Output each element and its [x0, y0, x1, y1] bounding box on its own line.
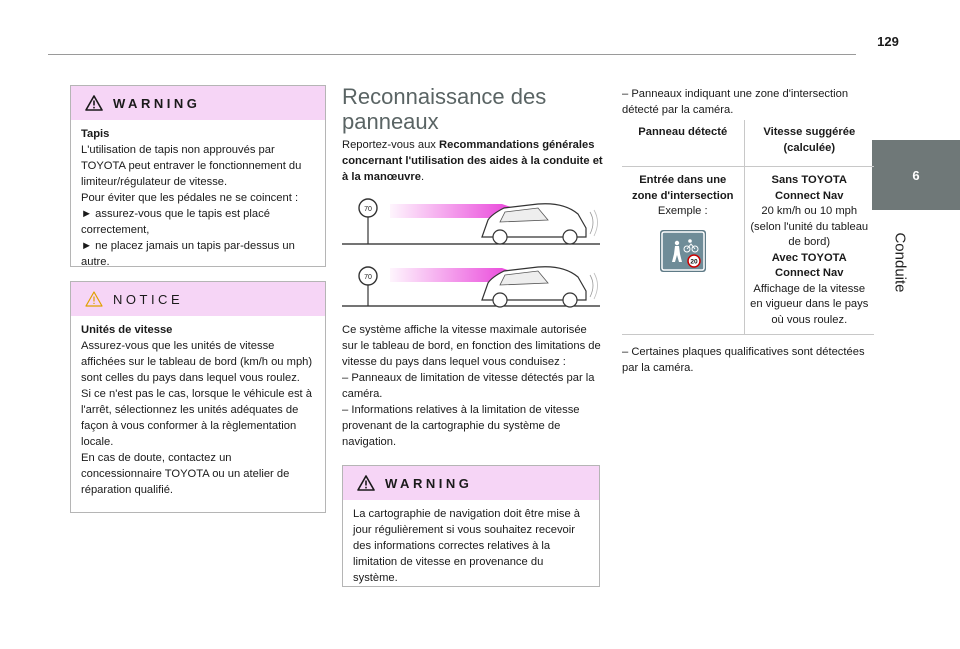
notice-heading: Unités de vitesse	[81, 324, 173, 336]
table-cell-suggested-speed	[744, 167, 874, 335]
notice-triangle-icon	[85, 291, 103, 307]
page-number: 129	[877, 34, 899, 49]
plates-note-text: – Certaines plaques qualificatives sont détectées par la caméra.	[622, 346, 865, 374]
notice-title: NOTICE	[113, 291, 184, 307]
notice-box-speed-units	[70, 281, 326, 513]
intersection-label: Entrée dans une zone d'intersection	[632, 174, 734, 202]
warning-body	[71, 120, 325, 280]
warning-box-navigation	[342, 465, 600, 587]
with-nav-label: Avec TOYOTA Connect Nav	[771, 251, 847, 279]
warning-triangle-icon	[357, 475, 375, 491]
section-title: Reconnaissance des panneaux	[342, 84, 547, 134]
table-header-detected-sign: Panneau détecté	[622, 120, 744, 167]
warning-triangle-icon	[85, 95, 103, 111]
notice-text: Assurez-vous que les unités de vitesse affichées sur le tableau de bord (km/h ou mph) sont celles du pays dans lequel vous roulez.	[81, 340, 313, 384]
without-nav-label: Sans TOYOTA Connect Nav	[771, 174, 847, 202]
chapter-tab[interactable]	[872, 140, 960, 210]
description-item: – Panneaux de limitation de vitesse détectés par la caméra.	[342, 372, 595, 400]
header-rule	[48, 54, 856, 55]
example-label: Exemple :	[657, 205, 708, 217]
warning-title: WARNING	[385, 475, 473, 491]
notice-body	[71, 316, 325, 508]
intro-suffix: .	[420, 171, 425, 183]
warning-heading: Tapis	[81, 128, 110, 140]
description-text	[342, 322, 604, 450]
intersection-zone-sign-icon	[660, 230, 706, 272]
warning-header	[71, 86, 325, 120]
intro-prefix: Reportez-vous aux	[342, 139, 440, 151]
warning-box-floor-mats	[70, 85, 326, 267]
table-cell-intersection	[622, 167, 744, 335]
with-nav-value: Affichage de la vitesse en vigueur dans le pays où vous roulez.	[750, 282, 869, 326]
illustration-sign-detection-2	[342, 258, 602, 316]
table-header-row	[622, 120, 874, 167]
illustration-sign-detection-1	[342, 192, 602, 250]
chapter-number: 6	[912, 167, 920, 183]
table-row	[622, 167, 874, 335]
warning-title: WARNING	[113, 95, 201, 111]
intro-reference-link[interactable]: Recommandations générales concernant l'utilisation des aides à la conduite et à la manœuvre	[342, 139, 603, 183]
without-nav-value: 20 km/h ou 10 mph (selon l'unité du tableau de bord)	[750, 205, 869, 248]
intersection-intro-text: – Panneaux indiquant une zone d'intersection détecté par la caméra.	[622, 88, 849, 116]
description-paragraph: Ce système affiche la vitesse maximale autorisée sur le tableau de bord, en fonction des limitations de vitesse du pays dans lequel vous conduisez :	[342, 324, 601, 368]
chapter-label	[880, 222, 920, 302]
description-item: – Informations relatives à la limitation de vitesse provenant de la cartographie du système de navigation.	[342, 404, 580, 448]
chapter-label-text: Conduite	[891, 231, 909, 293]
notice-header	[71, 282, 325, 316]
warning-body	[343, 500, 599, 596]
notice-text: Si ce n'est pas le cas, lorsque le véhicule est à l'arrêt, sélectionnez les unités adéquates de façon à vous conformer à la règlementation locale.	[81, 388, 312, 448]
plates-note	[622, 344, 872, 376]
speed-suggestion-table	[622, 120, 874, 335]
warning-header	[343, 466, 599, 500]
intersection-sign-speed: 20	[690, 258, 698, 265]
warning-text: Pour éviter que les pédales ne se coincent :	[81, 192, 299, 204]
intro-paragraph	[342, 137, 604, 185]
speed-sign-label: 70	[364, 274, 372, 281]
speed-sign-label: 70	[364, 206, 372, 213]
warning-text: L'utilisation de tapis non approuvés par TOYOTA peut entraver le fonctionnement du limiteur/régulateur de vitesse.	[81, 144, 302, 188]
warning-bullet: ► assurez-vous que le tapis est placé correctement,	[81, 208, 270, 236]
notice-text: En cas de doute, contactez un concessionnaire TOYOTA ou un atelier de réparation qualifié.	[81, 452, 290, 496]
intersection-intro	[622, 86, 872, 118]
table-header-suggested-speed: Vitesse suggérée (calculée)	[744, 120, 874, 167]
warning-bullet: ► ne placez jamais un tapis par-dessus un autre.	[81, 240, 295, 268]
warning-text: La cartographie de navigation doit être mise à jour régulièrement si vous souhaitez recevoir des informations correctes relatives à la limitation de vitesse en provenance du système.	[353, 508, 581, 584]
